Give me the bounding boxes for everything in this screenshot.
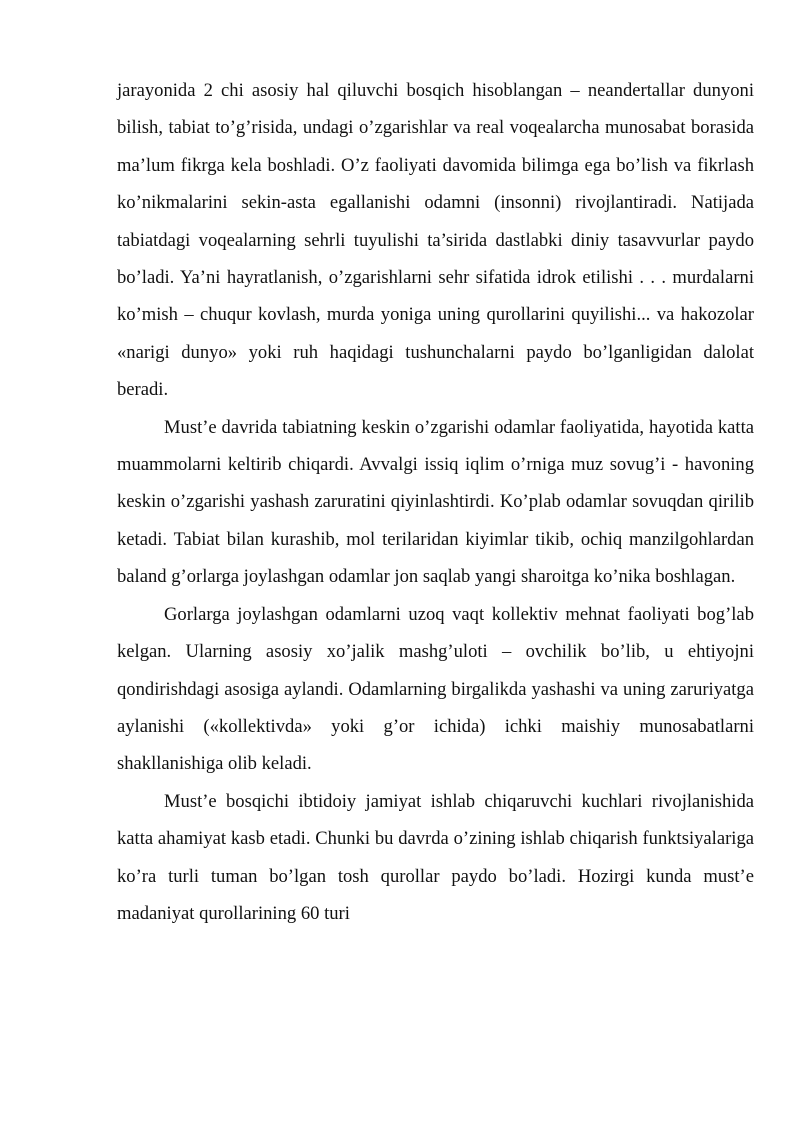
- paragraph-3: Gorlarga joylashgan odamlarni uzoq vaqt kollektiv mehnat faoliyati bog’lab kelgan. Ularning asosiy xo’jalik mashg’uloti – ovchilik bo’lib, u ehtiyojni qondirishdagi asosiga aylandi. Odamlarning birgalikda yashashi va uning zaruriyatga aylanishi («kollektivda» yoki g’or ichida) ichki maishiy munosabatlarni shakllanishiga olib keladi.: [117, 603, 754, 775]
- paragraph-2: Must’e davrida tabiatning keskin o’zgarishi odamlar faoliyatida, hayotida katta muammolarni keltirib chiqardi. Avvalgi issiq iqlim o’rniga muz sovug’i - havoning keskin o’zgarishi yashash zaruratini qiyinlashtirdi. Ko’plab odamlar sovuqdan qirilib ketadi. Tabiat bilan kurashib, mol terilaridan kiyimlar tikib, ochiq manzilgohlardan baland g’orlarga joylashgan odamlar jon saqlab yangi sharoitga ko’nika boshlagan.: [117, 416, 754, 588]
- paragraph-4: Must’e bosqichi ibtidoiy jamiyat ishlab chiqaruvchi kuchlari rivojlanishida katta ahamiyat kasb etadi. Chunki bu davrda o’zining ishlab chiqarish funktsiyalariga ko’ra turli tuman bo’lgan tosh qurollar paydo bo’ladi. Hozirgi kunda must’e madaniyat qurollarining 60 turi: [117, 790, 754, 924]
- paragraph-1: jarayonida 2 chi asosiy hal qiluvchi bosqich hisoblangan – neandertallar dunyoni bilish, tabiat to’g’risida, undagi o’zgarishlar va real voqealarcha munosabat borasida ma’lum fikrga kela boshladi. O’z faoliyati davomida bilimga ega bo’lish va fikrlash ko’nikmalarini sekin-asta egallanishi odamni (insonni) rivojlantiradi. Natijada tabiatdagi voqealarning sehrli tuyulishi ta’sirida dastlabki diniy tasavvurlar paydo bo’ladi. Ya’ni hayratlanish, o’zgarishlarni sehr sifatida idrok etilishi . . . murdalarni ko’mish – chuqur kovlash, murda yoniga uning qurollarini quyilishi... va hakozolar «narigi dunyo» yoki ruh haqidagi tushunchalarni paydo bo’lganligidan dalolat beradi.: [117, 80, 754, 401]
- document-page: [117, 72, 754, 932]
